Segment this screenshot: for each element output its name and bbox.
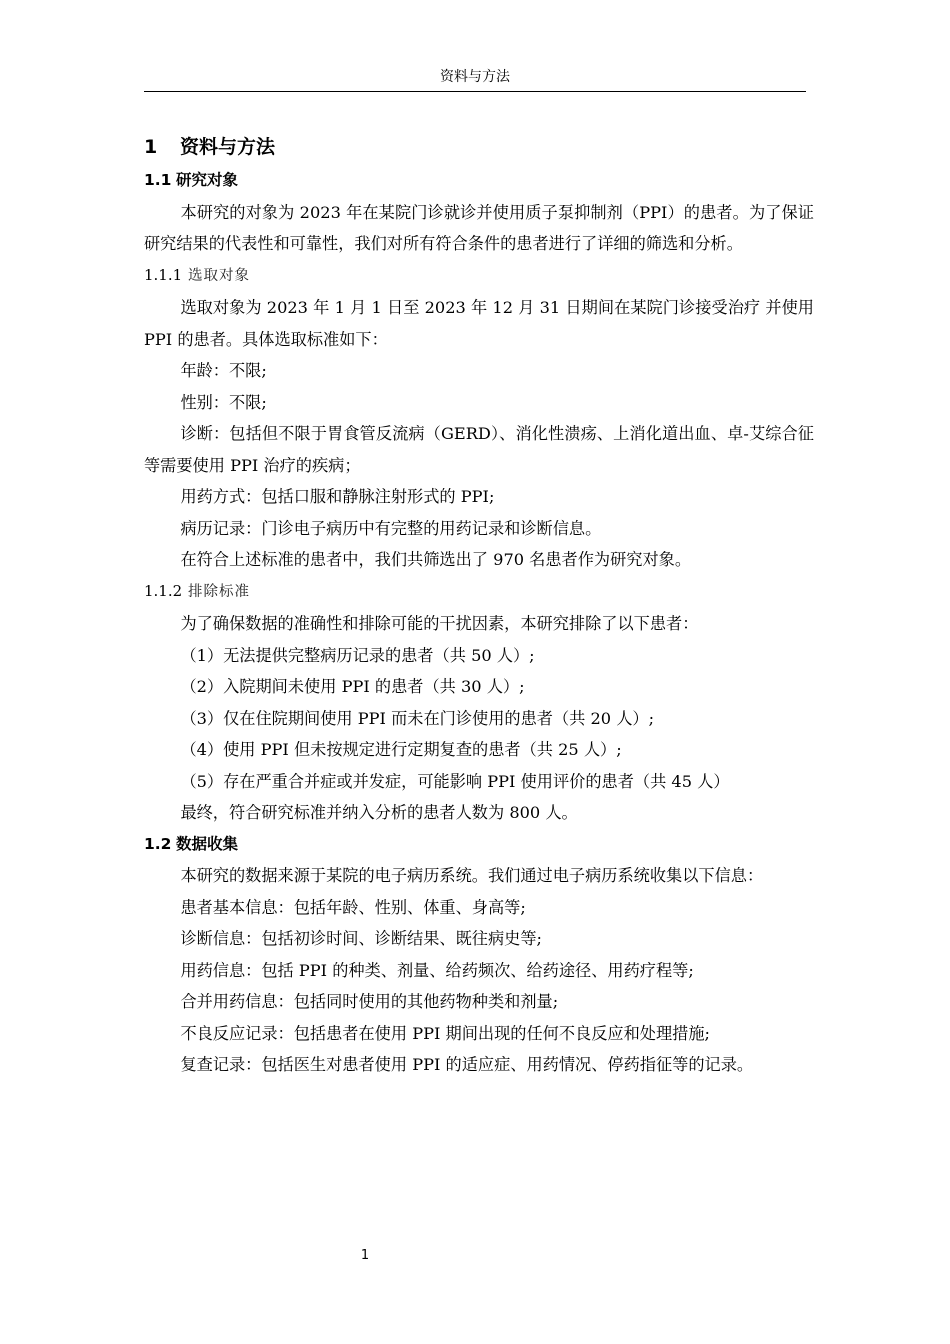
- list-item: 在符合上述标准的患者中，我们共筛选出了 970 名患者作为研究对象。: [180, 550, 692, 569]
- paragraph: 复查记录：包括医生对患者使用 PPI 的适应症、用药情况、停药指征等的记录。: [180, 1055, 754, 1074]
- list-item: （1）无法提供完整病历记录的患者（共 50 人）;: [180, 645, 535, 665]
- list-item: 用药方式：包括口服和静脉注射形式的 PPI;: [180, 487, 495, 506]
- section-1-1-1-heading: [144, 260, 814, 293]
- list-item: 患者基本信息：包括年龄、性别、体重、身高等;: [180, 897, 526, 917]
- list-item: 用药信息：包括 PPI 的种类、剂量、给药频次、给药途径、用药疗程等;: [180, 960, 694, 980]
- section-title: 资料与方法: [180, 136, 276, 158]
- list-item: 不良反应记录：包括患者在使用 PPI 期间出现的任何不良反应和处理措施;: [180, 1023, 710, 1043]
- list-item: 年龄：不限;: [180, 361, 267, 380]
- section-title: 研究对象: [176, 171, 239, 189]
- list-item: （4）使用 PPI 但未按规定进行定期复查的患者（共 25 人）;: [180, 740, 622, 759]
- document-body: [144, 130, 814, 1081]
- section-number: 1.1.1: [144, 265, 183, 284]
- section-number: 1.2: [144, 834, 172, 853]
- list-item: （2）入院期间未使用 PPI 的患者（共 30 人）;: [180, 677, 525, 696]
- section-number: 1.1: [144, 171, 172, 189]
- header-rule: [144, 91, 806, 92]
- list-item: （5）存在严重合并症或并发症，可能影响 PPI 使用评价的患者（共 45 人）: [180, 771, 730, 791]
- paragraph: 本研究的对象为 2023 年在某院门诊就诊并使用质子泵抑制剂（PPI）的患者。为了保证研究结果的代表性和可靠性，我们对所有符合条件的患者进行了详细的筛选和分析。: [144, 202, 814, 253]
- section-1-2-heading: [144, 829, 814, 861]
- section-number: 1: [144, 136, 158, 158]
- page-number: 1: [360, 1248, 370, 1263]
- section-1-heading: [144, 130, 814, 164]
- paragraph: 选取对象为 2023 年 1 月 1 日至 2023 年 12 月 31 日期间在某院门诊接受治疗 并使用 PPI 的患者。具体选取标准如下：: [144, 298, 814, 349]
- list-item: 性别：不限;: [180, 392, 267, 412]
- paragraph: 本研究的数据来源于某院的电子病历系统。我们通过电子病历系统收集以下信息：: [180, 866, 764, 885]
- list-item: （3）仅在住院期间使用 PPI 而未在门诊使用的患者（共 20 人）;: [180, 708, 655, 728]
- list-item: 诊断信息：包括初诊时间、诊断结果、既往病史等;: [180, 929, 543, 948]
- section-1-1-2-heading: [144, 576, 814, 609]
- page-header: 资料与方法: [440, 69, 510, 85]
- list-item: 病历记录：门诊电子病历中有完整的用药记录和诊断信息。: [180, 518, 602, 538]
- section-title: 排除标准: [188, 583, 250, 600]
- paragraph: 为了确保数据的准确性和排除可能的干扰因素，本研究排除了以下患者：: [180, 614, 699, 633]
- list-item: 最终，符合研究标准并纳入分析的患者人数为 800 人。: [180, 803, 578, 822]
- section-1-1-heading: [144, 165, 814, 197]
- section-title: 数据收集: [176, 834, 239, 853]
- list-item: 合并用药信息：包括同时使用的其他药物种类和剂量;: [180, 992, 559, 1011]
- paragraph: 诊断：包括但不限于胃食管反流病（GERD）、消化性溃疡、上消化道出血、卓-艾综合征等需要使用 PPI 治疗的疾病；: [144, 424, 814, 475]
- section-number: 1.1.2: [144, 581, 183, 600]
- section-title: 选取对象: [188, 267, 250, 284]
